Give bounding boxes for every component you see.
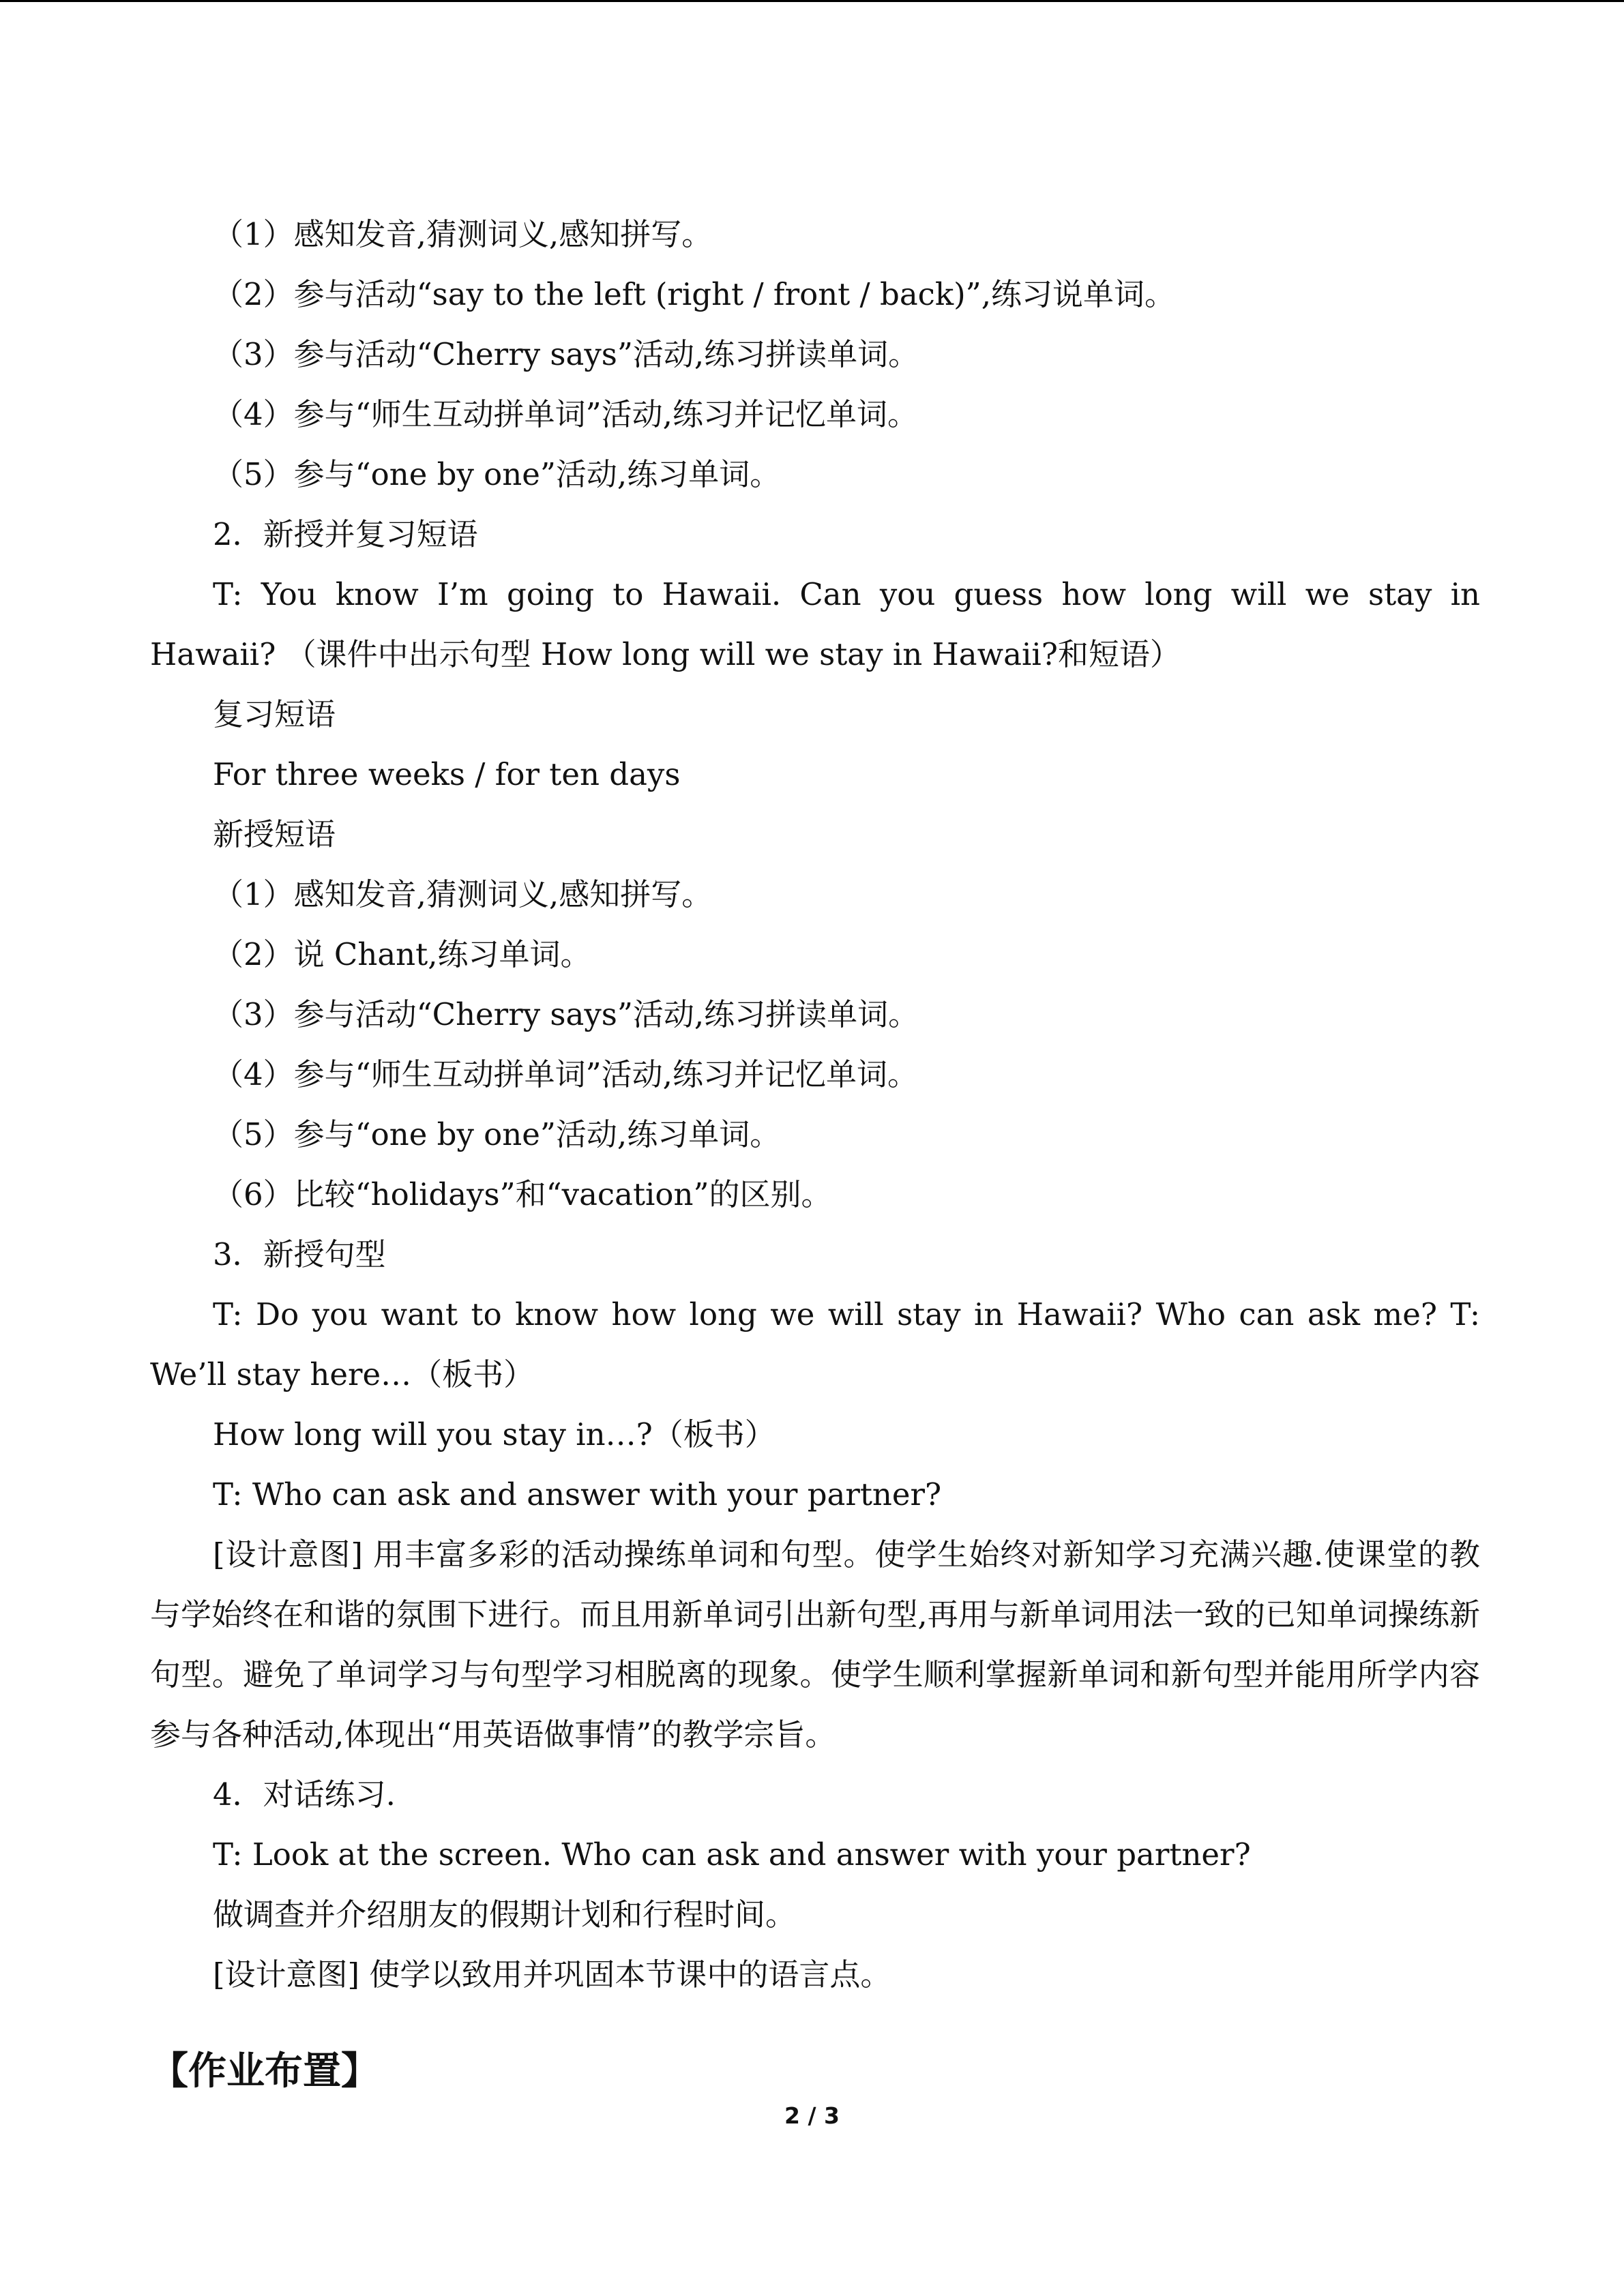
step-perceive-pronunciation: （1）感知发音,猜测词义,感知拼写。 bbox=[213, 216, 713, 252]
teacher-ask-partner: T: Who can ask and answer with your partner? bbox=[213, 1476, 942, 1512]
heading-dialogue-practice: 4．对话练习. bbox=[213, 1776, 396, 1813]
label-review-phrases: 复习短语 bbox=[213, 696, 336, 732]
phrase-step-compare: （6）比较“holidays”和“vacation”的区别。 bbox=[213, 1176, 832, 1212]
heading-phrases: 2．新授并复习短语 bbox=[213, 516, 478, 552]
phrase-step-spell: （4）参与“师生互动拼单词”活动,练习并记忆单词。 bbox=[213, 1056, 918, 1092]
teacher-look-screen: T: Look at the screen. Who can ask and answer with your partner? bbox=[213, 1836, 1251, 1873]
step-spell-words: （4）参与“师生互动拼单词”活动,练习并记忆单词。 bbox=[213, 396, 918, 432]
phrase-step-perceive: （1）感知发音,猜测词义,感知拼写。 bbox=[213, 876, 713, 912]
teacher-hawaii-question: T: You know I’m going to Hawaii. Can you guess how long will we stay in Hawaii? （课件中出示句型 How long will we stay in Hawaii?和短语） bbox=[150, 576, 1480, 672]
design-intent-short: [设计意图] 使学以致用并巩固本节课中的语言点。 bbox=[213, 1956, 891, 1993]
phrase-step-cherry-says: （3）参与活动“Cherry says”活动,练习拼读单词。 bbox=[213, 996, 919, 1032]
page-number: 2 / 3 bbox=[784, 2102, 840, 2129]
design-intent-paragraph: [设计意图] 用丰富多彩的活动操练单词和句型。使学生始终对新知学习充满兴趣.使课堂的教与学始终在和谐的氛围下进行。而且用新单词引出新句型,再用与新单词用法一致的已知单词操练新句型。避免了单词学习与句型学习相脱离的现象。使学生顺利掌握新单词和新句型并能用所学内容参与各种活动,体现出“用英语做事情”的教学宗旨。 bbox=[150, 1536, 1480, 1753]
label-new-phrases: 新授短语 bbox=[213, 816, 336, 852]
homework-heading: 【作业布置】 bbox=[150, 2049, 379, 2093]
phrase-examples: For three weeks / for ten days bbox=[213, 756, 681, 792]
sentence-pattern: How long will you stay in…?（板书） bbox=[213, 1416, 776, 1452]
step-say-to-left: （2）参与活动“say to the left (right / front / back)”,练习说单词。 bbox=[213, 276, 1175, 312]
phrase-step-one-by-one: （5）参与“one by one”活动,练习单词。 bbox=[213, 1116, 781, 1152]
document-body bbox=[150, 205, 1480, 2005]
teacher-stay-question: T: Do you want to know how long we will stay in Hawaii? Who can ask me? T: We’ll stay here…（板书） bbox=[150, 1296, 1480, 1392]
heading-sentence-pattern: 3．新授句型 bbox=[213, 1236, 386, 1272]
survey-task: 做调查并介绍朋友的假期计划和行程时间。 bbox=[213, 1896, 797, 1933]
page-top-border bbox=[0, 0, 1624, 2]
step-cherry-says: （3）参与活动“Cherry says”活动,练习拼读单词。 bbox=[213, 336, 919, 372]
step-one-by-one: （5）参与“one by one”活动,练习单词。 bbox=[213, 456, 781, 492]
phrase-step-chant: （2）说 Chant,练习单词。 bbox=[213, 936, 591, 972]
